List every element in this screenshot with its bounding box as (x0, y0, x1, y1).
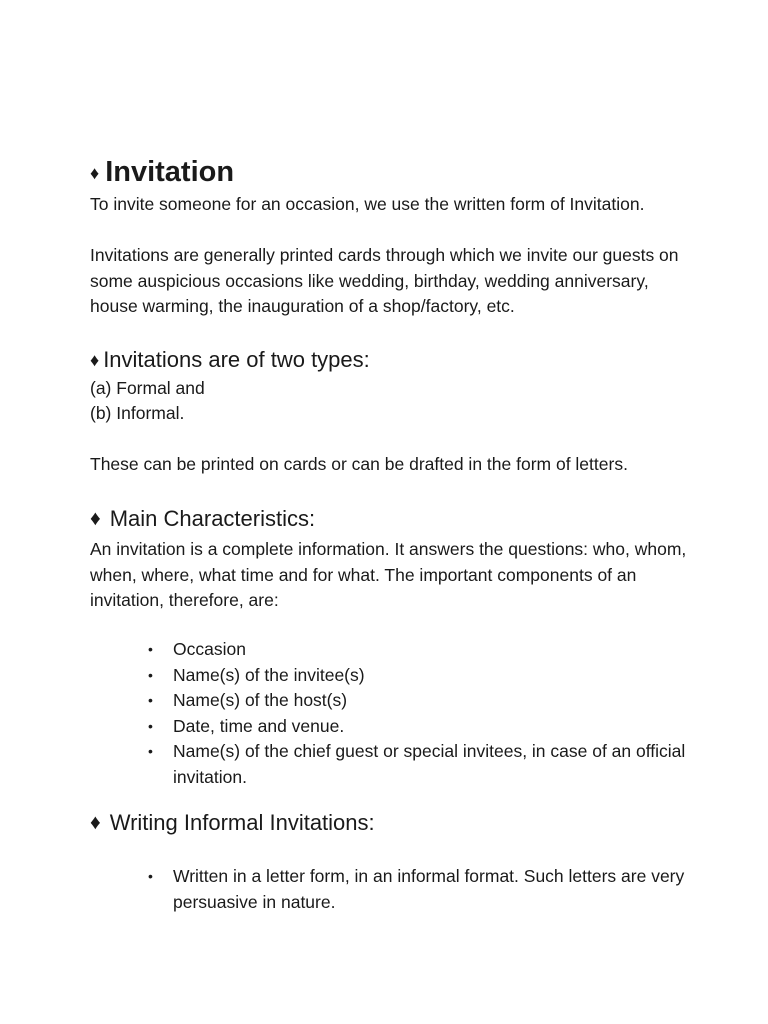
heading-text: Main Characteristics: (109, 506, 316, 531)
list-item: • Name(s) of the invitee(s) (90, 663, 690, 689)
list-item: • Name(s) of the host(s) (90, 688, 690, 714)
bullet-dot-icon: • (148, 868, 153, 884)
bullet-dot-icon: • (148, 743, 153, 759)
bullet-dot-icon: • (148, 641, 153, 657)
type-formal: (a) Formal and (90, 378, 205, 398)
components-list (90, 637, 690, 790)
diamond-bullet-icon: ♦ (90, 350, 100, 370)
diamond-bullet-icon: ♦ (90, 507, 101, 530)
description-paragraph: Invitations are generally printed cards through which we invite our guests on some auspicious occasions like wedding, birthday, wedding anniversary, house warming, the inauguration of a shop/factory, etc. (90, 245, 679, 316)
list-item: • Name(s) of the chief guest or special invitees, in case of an official invitation. (148, 741, 686, 787)
characteristics-paragraph: An invitation is a complete information. It answers the questions: who, whom, when, where, what time and for what. The important components of an invitation, therefore, are: (90, 539, 687, 610)
list-item: • Date, time and venue. (90, 714, 690, 740)
informal-list (90, 864, 690, 915)
bullet-dot-icon: • (148, 692, 153, 708)
types-note: These can be printed on cards or can be drafted in the form of letters. (90, 454, 628, 474)
type-informal: (b) Informal. (90, 403, 185, 423)
intro-paragraph: To invite someone for an occasion, we use the written form of Invitation. (90, 194, 645, 214)
heading-types (90, 345, 370, 375)
diamond-bullet-icon: ♦ (90, 163, 100, 183)
heading-text: Invitation (105, 156, 235, 188)
bullet-dot-icon: • (148, 666, 153, 683)
heading-writing-informal (90, 808, 375, 838)
heading-main-characteristics (90, 504, 315, 534)
heading-invitation (90, 153, 234, 192)
diamond-bullet-icon: ♦ (90, 811, 101, 834)
bullet-dot-icon: • (148, 717, 153, 734)
list-item: • Written in a letter form, in an informal format. Such letters are very persuasive in nature. (148, 866, 685, 912)
list-item: • Occasion (90, 637, 690, 663)
heading-text: Invitations are of two types: (103, 347, 370, 372)
heading-text: Writing Informal Invitations: (109, 810, 375, 835)
